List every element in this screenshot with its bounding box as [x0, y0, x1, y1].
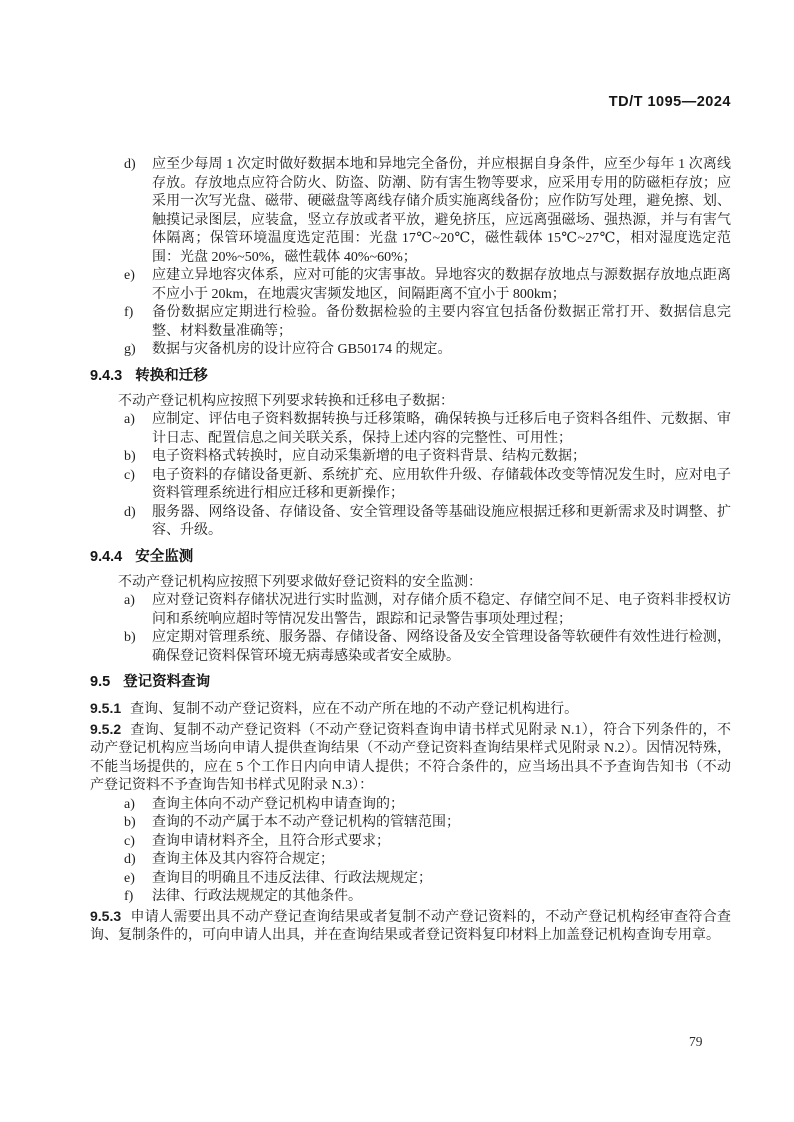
item-label: e) [124, 268, 135, 283]
item-text: 应定期对管理系统、服务器、存储设备、网络设备及安全管理设备等软硬件有效性进行检测，确保登记资料保管环境无病毒感染或者安全威胁。 [152, 630, 731, 664]
item-label: d) [124, 157, 136, 172]
item-text: 应制定、评估电子资料数据转换与迁移策略，确保转换与迁移后电子资料各组件、元数据、审计日志、配置信息之间关联关系，保持上述内容的完整性、可用性； [152, 412, 731, 446]
clause-text: 查询、复制不动产登记资料，应在不动产所在地的不动产登记机构进行。 [130, 702, 579, 717]
item-label: a) [124, 412, 135, 427]
section-intro: 不动产登记机构应按照下列要求做好登记资料的安全监测： [118, 574, 482, 590]
item-label: e) [124, 870, 135, 886]
clause-953 [90, 907, 731, 946]
item-text: 查询申请材料齐全，且符合形式要求； [152, 833, 390, 849]
page-number: 79 [689, 1034, 703, 1049]
document-body [90, 156, 731, 946]
item-label: g) [124, 342, 136, 357]
section-heading-95 [90, 673, 731, 692]
list-item [90, 304, 731, 341]
list-item [90, 467, 731, 504]
list-security-monitoring [90, 592, 731, 666]
section-number: 9.4.3 [90, 367, 123, 384]
item-text: 电子资料格式转换时，应自动采集新增的电子资料背景、结构元数据； [152, 449, 586, 464]
list-item [90, 341, 731, 360]
section-title: 转换和迁移 [135, 367, 208, 384]
clause-number: 9.5.2 [90, 720, 122, 737]
section-number: 9.5 [90, 674, 111, 690]
list-item [90, 814, 731, 833]
item-text: 查询主体及其内容符合规定； [152, 852, 334, 867]
clause-number: 9.5.3 [90, 907, 122, 924]
item-text: 数据与灾备机房的设计应符合 GB50174 的规定。 [152, 342, 452, 357]
list-query-conditions [90, 796, 731, 907]
list-storage-requirements [90, 156, 731, 360]
item-label: a) [124, 796, 135, 812]
item-text: 查询的不动产属于本不动产登记机构的管辖范围； [152, 815, 460, 830]
doc-code: TD/T 1095—2024 [608, 94, 731, 110]
clause-text: 申请人需要出具不动产登记查询结果或者复制不动产登记资料的，不动产登记机构经审查符合查询、复制条件的，可向申请人出具，并在查询结果或者登记资料复印材料上加盖登记机构查询专用章。 [90, 909, 731, 943]
clause-951 [90, 699, 731, 720]
clause-number: 9.5.1 [90, 700, 122, 716]
item-label: c) [124, 467, 135, 483]
item-label: f) [124, 305, 134, 320]
item-text: 应对登记资料存储状况进行实时监测，对存储介质不稳定、存储空间不足、电子资料非授权访问和系统响应超时等情况发出警告，跟踪和记录警告事项处理过程； [152, 593, 731, 627]
list-conversion-migration [90, 411, 731, 541]
section-heading-943 [90, 367, 731, 386]
item-text: 服务器、网络设备、存储设备、安全管理设备等基础设施应根据迁移和更新需求及时调整、扩容、升级。 [152, 504, 731, 538]
item-text: 查询目的明确且不违反法律、行政法规规定； [152, 870, 432, 886]
item-label: d) [124, 504, 136, 520]
section-number: 9.4.4 [90, 548, 123, 565]
item-text: 查询主体向不动产登记机构申请查询的； [152, 796, 404, 812]
section-title: 登记资料查询 [123, 674, 211, 690]
list-item [90, 888, 731, 907]
item-label: f) [124, 889, 134, 904]
item-text: 应建立异地容灾体系，应对可能的灾害事故。异地容灾的数据存放地点与源数据存放地点距离不应小于 20km，在地震灾害频发地区，间隔距离不宜小于 800km； [152, 268, 731, 302]
document-header [609, 93, 731, 112]
clause-text: 查询、复制不动产登记资料（不动产登记资料查询申请书样式见附录 N.1），符合下列条件的，不动产登记机构应当场向申请人提供查询结果（不动产登记资料查询结果样式见附录 N.2）。因情况特殊，不能当场提供的，应在 5 个工作日内向申请人提供；不符合条件的，应当场出具不予查询告知书（不动产登记资料不予查询告知书样式见附录 N.3）： [90, 722, 731, 793]
item-label: a) [124, 593, 135, 608]
item-label: c) [124, 833, 135, 849]
section-title: 安全监测 [135, 548, 194, 565]
item-label: b) [124, 630, 136, 645]
clause-952 [90, 720, 731, 796]
list-item [90, 411, 731, 448]
item-text: 备份数据应定期进行检验。备份数据检验的主要内容宜包括备份数据正常打开、数据信息完整、材料数量准确等； [152, 305, 731, 339]
list-item [90, 629, 731, 666]
list-item [90, 592, 731, 629]
section-intro: 不动产登记机构应按照下列要求转换和迁移电子数据： [118, 393, 454, 409]
item-label: b) [124, 449, 136, 464]
list-item [90, 870, 731, 889]
list-item [90, 448, 731, 467]
list-item [90, 851, 731, 870]
list-item [90, 504, 731, 541]
item-text: 应至少每周 1 次定时做好数据本地和异地完全备份，并应根据自身条件，应至少每年 1 次离线存放。存放地点应符合防火、防盗、防潮、防有害生物等要求，应采用专用的防磁柜存放；应采用一次写光盘、磁带、硬磁盘等离线存储介质实施离线备份；应作防写处理，避免擦、划、触摸记录图层，应装盒，竖立存放或者平放，避免挤压，应远离强磁场、强热源，并与有害气体隔离；保管环境温度选定范围：光盘 17℃~20℃，磁性载体 15℃~27℃，相对湿度选定范围：光盘 20%~50%，磁性载体 40%~60%； [152, 157, 731, 265]
item-text: 法律、行政法规规定的其他条件。 [152, 889, 362, 904]
list-item [90, 156, 731, 267]
item-label: b) [124, 815, 136, 830]
item-text: 电子资料的存储设备更新、系统扩充、应用软件升级、存储载体改变等情况发生时，应对电子资料管理系统进行相应迁移和更新操作； [152, 467, 731, 501]
list-item [90, 833, 731, 852]
item-label: d) [124, 852, 136, 867]
section-heading-944 [90, 548, 731, 567]
list-item [90, 267, 731, 304]
list-item [90, 796, 731, 815]
